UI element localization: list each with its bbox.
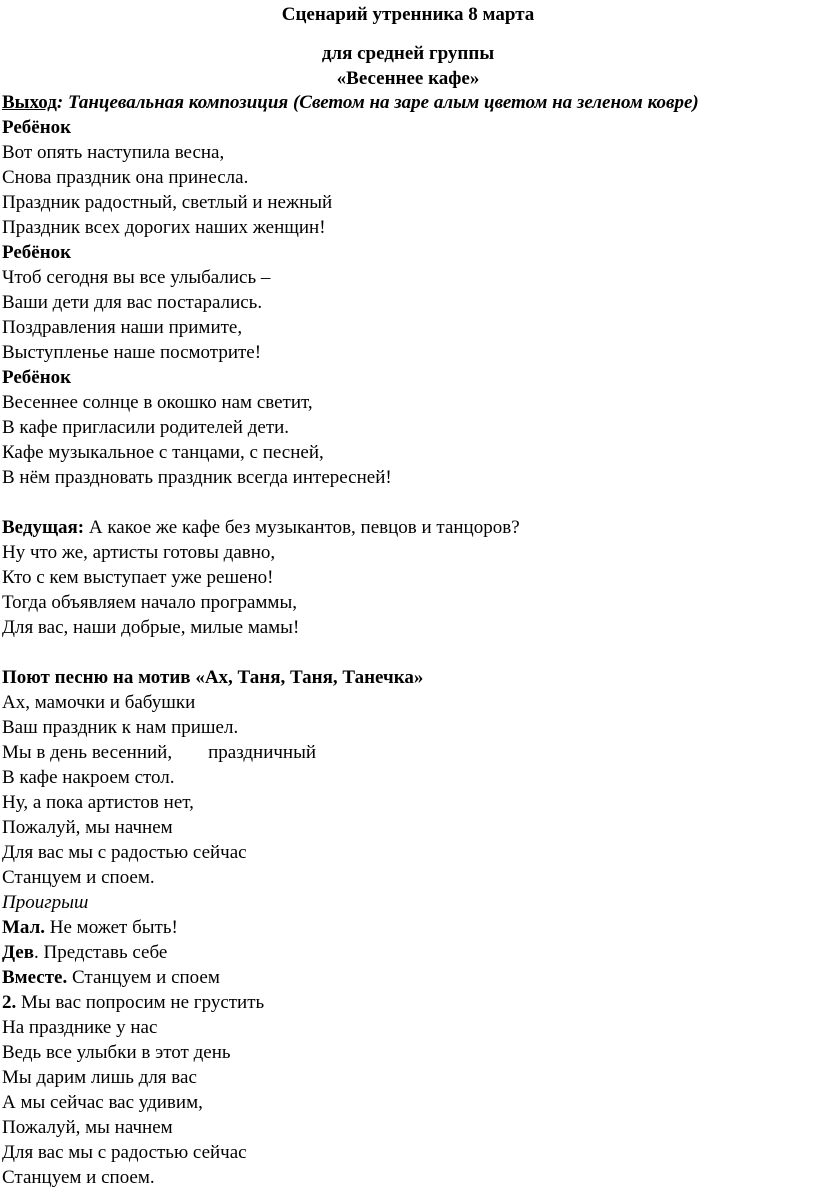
together-line — [2, 967, 220, 989]
song-line: Ах, мамочки и бабушки — [2, 692, 196, 713]
verse-line: Выступленье наше посмотрите! — [2, 342, 262, 363]
host-text: А какое же кафе без музыкантов, певцов и танцоров? — [84, 517, 520, 538]
verse-line: Поздравления наши примите, — [2, 317, 243, 338]
verse-line: Кафе музыкальное с танцами, с песней, — [2, 442, 324, 463]
girls-label: Дев — [2, 942, 34, 963]
girls-line — [2, 942, 167, 964]
song-line: Ну, а пока артистов нет, — [2, 792, 194, 813]
verse-line: Весеннее солнце в окошко нам светит, — [2, 392, 313, 413]
song-line: Мы дарим лишь для вас — [2, 1067, 197, 1088]
song-line: Пожалуй, мы начнем — [2, 1117, 173, 1138]
song-line: А мы сейчас вас удивим, — [2, 1092, 203, 1113]
song-line: Для вас мы с радостью сейчас — [2, 842, 247, 863]
verse-line: В кафе пригласили родителей дети. — [2, 417, 290, 438]
verse-line: Тогда объявляем начало программы, — [2, 592, 297, 613]
intro-colon: : — [56, 92, 64, 113]
document-title: Сценарий утренника 8 марта — [281, 4, 535, 25]
song-line: Пожалуй, мы начнем — [2, 817, 173, 838]
host-speaker: Ведущая: — [2, 517, 85, 538]
song-line: Для вас мы с радостью сейчас — [2, 1142, 247, 1163]
document-subtitle: «Весеннее кафе» — [336, 68, 480, 89]
intro-label: Выход — [2, 92, 57, 113]
intro-text: Танцевальная композиция (Светом на заре алым цветом на зеленом ковре) — [63, 92, 699, 113]
verse-number: 2. — [2, 992, 17, 1013]
song-line-part: Мы в день весенний, — [2, 742, 173, 763]
verse-line: Ваши дети для вас постарались. — [2, 292, 263, 313]
song-line: Станцуем и споем. — [2, 867, 155, 888]
song-heading: Поют песню на мотив «Ах, Таня, Таня, Танечка» — [2, 667, 424, 688]
song-line: Ведь все улыбки в этот день — [2, 1042, 231, 1063]
verse-line: Праздник всех дорогих наших женщин! — [2, 217, 326, 238]
girls-text: . Представь себе — [34, 942, 168, 963]
document-group: для средней группы — [321, 43, 495, 64]
song-line: Ваш праздник к нам пришел. — [2, 717, 239, 738]
verse-line: Вот опять наступила весна, — [2, 142, 225, 163]
verse-text: Мы вас попросим не грустить — [16, 992, 265, 1013]
boys-label: Мал. — [2, 917, 46, 938]
boys-line — [2, 917, 178, 939]
song-line: На празднике у нас — [2, 1017, 158, 1038]
song-line — [2, 742, 316, 764]
verse-line: Кто с кем выступает уже решено! — [2, 567, 274, 588]
verse-line: Праздник радостный, светлый и нежный — [2, 192, 333, 213]
together-label: Вместе. — [2, 967, 68, 988]
verse-line: Ну что же, артисты готовы давно, — [2, 542, 276, 563]
verse-line: Чтоб сегодня вы все улыбались – — [2, 267, 271, 288]
song-line-part: праздничный — [208, 742, 317, 763]
verse-line: Снова праздник она принесла. — [2, 167, 249, 188]
verse2-first-line — [2, 992, 264, 1014]
intro-line — [2, 92, 699, 114]
speaker-label: Ребёнок — [2, 117, 72, 138]
speaker-label: Ребёнок — [2, 367, 72, 388]
speaker-label: Ребёнок — [2, 242, 72, 263]
verse-line: Для вас, наши добрые, милые мамы! — [2, 617, 300, 638]
boys-text: Не может быть! — [45, 917, 178, 938]
interlude-note: Проигрыш — [2, 892, 89, 913]
song-line: В кафе накроем стол. — [2, 767, 175, 788]
together-text: Станцуем и споем — [67, 967, 220, 988]
song-line: Станцуем и споем. — [2, 1167, 155, 1188]
host-line — [2, 517, 520, 539]
verse-line: В нём праздновать праздник всегда интересней! — [2, 467, 392, 488]
